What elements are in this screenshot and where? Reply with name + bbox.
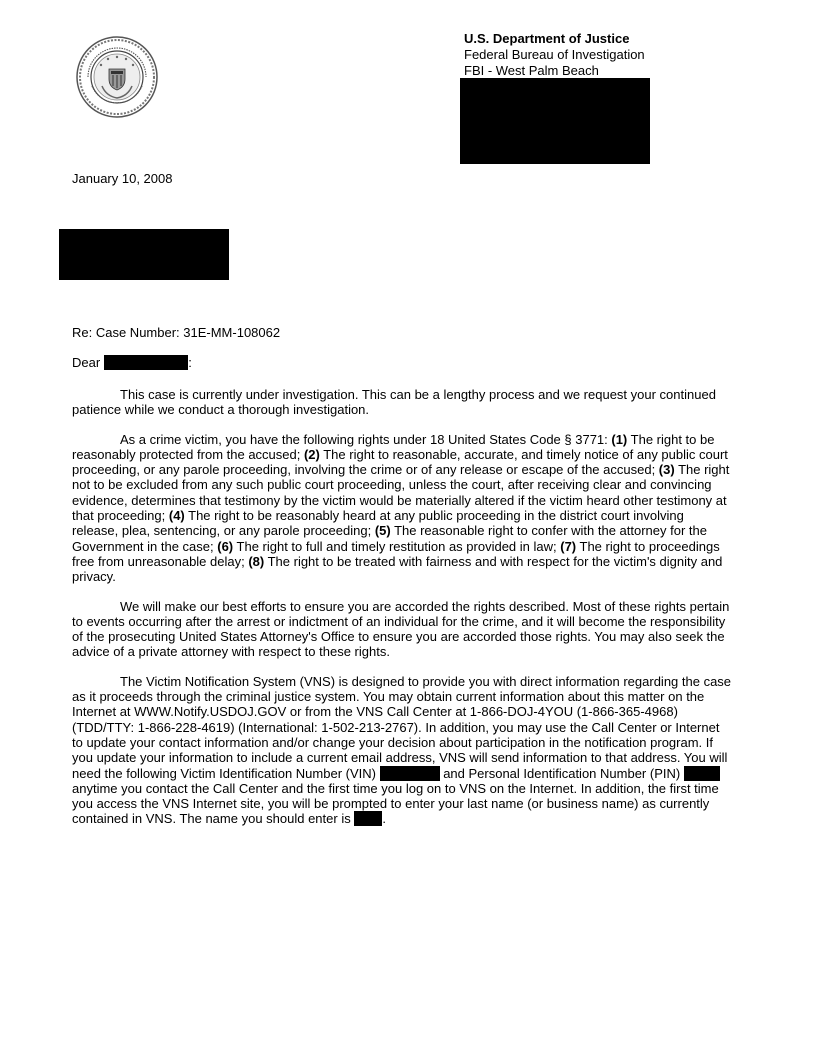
paragraph-victim-rights <box>72 432 732 585</box>
letter-body <box>72 387 732 841</box>
salutation-colon: : <box>188 355 192 370</box>
department-name: U.S. Department of Justice <box>464 31 630 46</box>
right-3-text: The right not to be excluded from any such public court proceeding, unless the court, after receiving clear and convincing evidence, determines that testimony by the victim would be materially altered if the victim heard other testimony at that proceeding; <box>72 462 730 524</box>
paragraph-vns <box>72 674 732 827</box>
right-7-number: (7) <box>560 538 577 554</box>
vns-text-b: and Personal Identification Number (PIN) <box>439 765 684 781</box>
rights-intro: As a crime victim, you have the following rights under 18 United States Code § 3771: <box>120 431 612 447</box>
right-3-number: (3) <box>658 462 675 478</box>
right-2-number: (2) <box>303 446 320 462</box>
letter-date: January 10, 2008 <box>72 171 173 186</box>
salutation <box>72 355 192 370</box>
right-1-text: The right to be reasonably protected from the accused; <box>72 431 715 462</box>
letterhead <box>464 31 645 79</box>
right-8-text: The right to be treated with fairness and with respect for the victim's dignity and privacy. <box>72 553 723 585</box>
redaction-address-block <box>460 78 650 164</box>
redaction-recipient-block <box>59 229 229 280</box>
right-6-text: The right to full and timely restitution as provided in law; <box>233 538 561 554</box>
right-8-number: (8) <box>248 553 265 569</box>
office-name: FBI - West Palm Beach <box>464 63 599 78</box>
right-5-text: The reasonable right to confer with the attorney for the Government in the case; <box>72 523 707 554</box>
redaction-recipient-name <box>104 355 188 370</box>
redaction-vin <box>380 766 440 781</box>
vns-text-a: The Victim Notification System (VNS) is designed to provide you with direct information regarding the case as it proceeds through the criminal justice system. You may obtain current information about this matter on the Internet at WWW.Notify.USDOJ.GOV or from the VNS Call Center at 1-866-DOJ-4YOU (1-866-365-4968) (TDD/TTY: 1-866-228-4619) (International: 1-502-213-2767). In addition, you may use the Call Center or Internet to update your contact information and/or change your decision about participation in the notification program. If you update your information to include a current email address, VNS will send information to that address. You will need the following Victim Identification Number (VIN) <box>72 673 732 781</box>
fbi-seal-icon <box>76 36 158 118</box>
right-4-number: (4) <box>168 508 185 524</box>
vns-text-c: anytime you contact the Call Center and the first time you log on to VNS on the Internet. In addition, the first time you access the VNS Internet site, you will be prompted to enter your last name (or business name) as currently contained in VNS. The name you should enter is <box>72 780 719 827</box>
redaction-pin <box>684 766 720 781</box>
right-6-number: (6) <box>217 538 234 554</box>
right-1-number: (1) <box>611 431 628 447</box>
paragraph-best-efforts: We will make our best efforts to ensure you are accorded the rights described. Most of these rights pertain to events occurring after the arrest or indictment of an individual for the crime, and it will become the responsibility of the prosecuting United States Attorney's Office to ensure you are accorded those rights. You may also seek the advice of a private attorney with respect to these rights. <box>72 598 730 660</box>
redaction-last-name <box>354 811 382 826</box>
right-7-text: The right to proceedings free from unreasonable delay; <box>72 538 720 569</box>
case-number-line: Re: Case Number: 31E-MM-108062 <box>72 325 281 340</box>
right-4-text: The right to be reasonably heard at any public proceeding in the district court involving release, plea, sentencing, or any parole proceeding; <box>72 508 684 539</box>
paragraph-investigation: This case is currently under investigation. This can be a lengthy process and we request your continued patience while we conduct a thorough investigation. <box>72 387 716 418</box>
right-2-text: The right to reasonable, accurate, and timely notice of any public court proceeding, or any parole proceeding, involving the crime or of any release or escape of the accused; <box>72 446 728 478</box>
salutation-dear: Dear <box>72 355 101 370</box>
vns-text-d: . <box>382 811 386 827</box>
bureau-name: Federal Bureau of Investigation <box>464 47 645 62</box>
right-5-number: (5) <box>374 523 391 539</box>
